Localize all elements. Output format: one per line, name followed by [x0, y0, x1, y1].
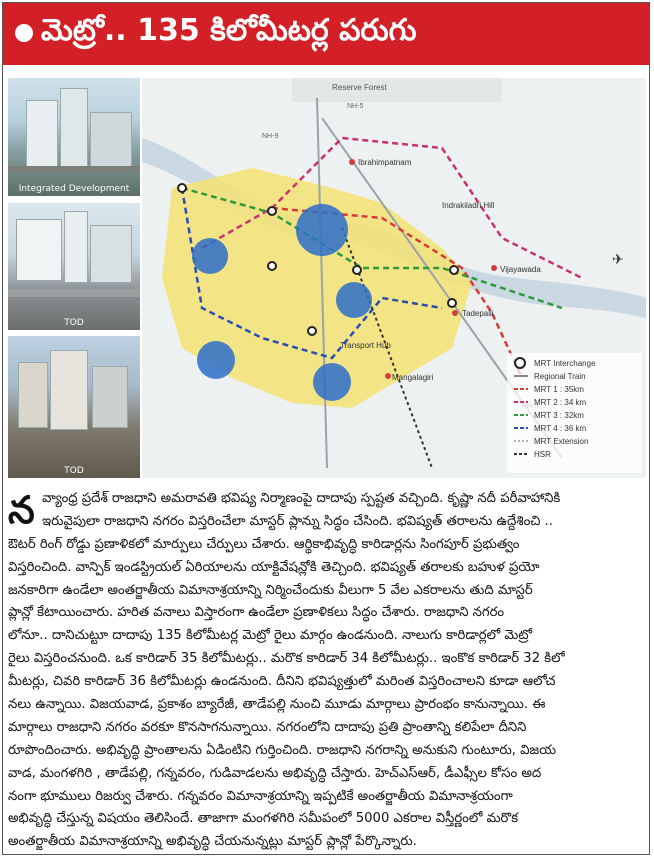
bullet-icon: [15, 24, 33, 42]
legend-mrt-2: MRT 2 : 34 km: [534, 398, 587, 407]
article-body: [8, 488, 648, 854]
photo-tod-2: [8, 336, 140, 478]
photo-column: [8, 78, 140, 478]
map-label-mangalagiri: Mangalagiri: [392, 373, 434, 382]
map-label-ibrahimpatnam: Ibrahimpatnam: [358, 158, 412, 167]
article-line: మార్గాలు రాజధాని నగరం వరకూ కొనసాగనున్నాయి. నగరంలోని దాదాపు ప్రతి ప్రాంతాన్ని కలిపేలా దీనిని: [8, 719, 527, 735]
article-line: నలు ఉన్నాయి. విజయవాడ, ప్రకాశం బ్యారేజీ, తాడేపల్లి నుంచి మూడు మార్గాలు ప్రారంభం కానున్నాయి. ఈ: [8, 697, 546, 713]
article-line: అభివృద్ధి చేస్తున్న విషయం తెలిసిందే. తాజాగా మంగళగిరి సమీపంలో 5000 ఎకరాల విస్తీర్ణంలో మరొక: [8, 811, 519, 827]
photo-caption: TOD: [64, 466, 84, 476]
article-line: నంగా భూములు రిజర్వు చేశారు. గన్నవరం విమానాశ్రయాన్ని ఇప్పటికే అంతర్జాతీయ విమానాశ్రయంగా: [8, 788, 513, 804]
headline: మెట్రో.. 135 కిలోమీటర్ల పరుగు: [41, 13, 417, 48]
airport-icon: ✈: [612, 252, 624, 268]
photo-caption: TOD: [64, 318, 84, 328]
article-line: అంతర్జాతీయ విమానాశ్రయాన్ని అభివృద్ధి చేయనున్నట్లు మాస్టర్ ప్లాన్లో పేర్కొన్నారు.: [8, 834, 417, 850]
drop-cap: న: [8, 488, 35, 532]
legend-mrt-3: MRT 3 : 32km: [534, 411, 584, 420]
legend-mrt-4: MRT 4 : 36 km: [534, 424, 587, 433]
article-line: రూపొందించారు. అభివృద్ధి ప్రాంతాలను ఏడింటిని గుర్తించింది. రాజధాని నగరాన్ని అనుకుని గుంటూరు, విజయ: [8, 742, 557, 758]
article-line: విస్తరించింది. వాన్పిక్ ఇండస్ట్రియల్ ఏరియాలను యాక్టివేషన్లోకి తెచ్చింది. భవిష్యత్ తరాలకు బహుళ ప్రయో: [8, 559, 540, 575]
photo-tod-1: [8, 203, 140, 330]
map-label-vijayawada: Vijayawada: [500, 265, 541, 274]
article-line: ఔటర్ రింగ్ రోడ్డు ప్రణాళికలో మార్పులు చేర్పులు చేశారు. ఆర్థికాభివృద్ధి కారిడార్లను సింగపూర్ ప్రభుత్వం: [8, 536, 520, 552]
legend-mrt-extension: MRT Extension: [534, 437, 589, 446]
headline-banner: [3, 3, 649, 65]
legend-mrt-1: MRT 1 : 35km: [534, 385, 584, 394]
map-road-label: NH-5: [347, 103, 364, 110]
legend-regional-train: Regional Train: [534, 372, 586, 381]
map-label-reserve-forest: Reserve Forest: [332, 83, 387, 92]
article-line: ప్లాన్లో కేటాయించారు. హరిత వనాలు విస్తారంగా ఉండేలా ప్రణాళికలు సిద్ధం చేశారు. రాజధాని నగరం: [8, 605, 505, 621]
article-line: మీటర్లు, చివరి కారిడార్ 36 కిలోమీటర్లు ఉండనుంది. దీనిని భవిష్యత్తులో మరింత విస్తరించాలని కూడా ఆలోచ: [8, 674, 556, 690]
map-legend: [507, 353, 642, 473]
legend-mrt-interchange: MRT Interchange: [534, 359, 596, 368]
article-line: రైలు విస్తరించనుంది. ఒక కారిడార్ 35 కిలోమీటర్లు.. మరొక కారిడార్ 34 కిలోమీటర్లు.. ఇంకొక కారిడార్ 32 కిలో: [8, 651, 565, 667]
map-label-tadepalli: Tadepalli: [462, 309, 494, 318]
article-line: వాడ, మంగళగిరి , తాడేపల్లి, గన్నవరం, గుడివాడలను అభివృద్ధి చేస్తారు. హెచ్ఎస్ఆర్, డీఎఫ్సీల కోసం అద: [8, 765, 542, 781]
legend-hsr: HSR: [534, 450, 551, 459]
article-line: జనకారిగా ఉండేలా అంతర్జాతీయ విమానాశ్రయాన్ని నిర్మించేందుకు వీలుగా 5 వేల ఎకరాలను తుది మాస్టర్: [8, 582, 533, 598]
map-road-label: NH-9: [262, 133, 279, 140]
article-line: వ్యాంధ్ర ప్రదేశ్ రాజధాని అమరావతి భవిష్య నిర్మాణంపై దాదాపు స్పష్టత వచ్చింది. కృష్ణా నదీ పరీవాహానికి: [42, 491, 561, 506]
metro-master-plan-map: [142, 78, 646, 478]
article-line: లోనూ.. దానిచుట్టూ దాదాపు 135 కిలోమీటర్ల మెట్రో రైలు మార్గం ఉండనుంది. నాలుగు కారిడార్లలో మెట్రో: [8, 628, 533, 644]
photo-caption: Integrated Development: [18, 184, 130, 194]
map-label-transport-hub: Transport Hub: [340, 341, 391, 350]
map-label-indrakiladri: Indrakiladri Hill: [442, 201, 495, 210]
article-line: ఇరువైపులా రాజధాని నగరం విస్తరించేలా మాస్టర్ ప్లాన్ను సిద్ధం చేసింది. భవిష్యత్ తరాలను ఉద్దేశించి ..: [42, 513, 553, 529]
photo-integrated-development: [8, 78, 140, 196]
